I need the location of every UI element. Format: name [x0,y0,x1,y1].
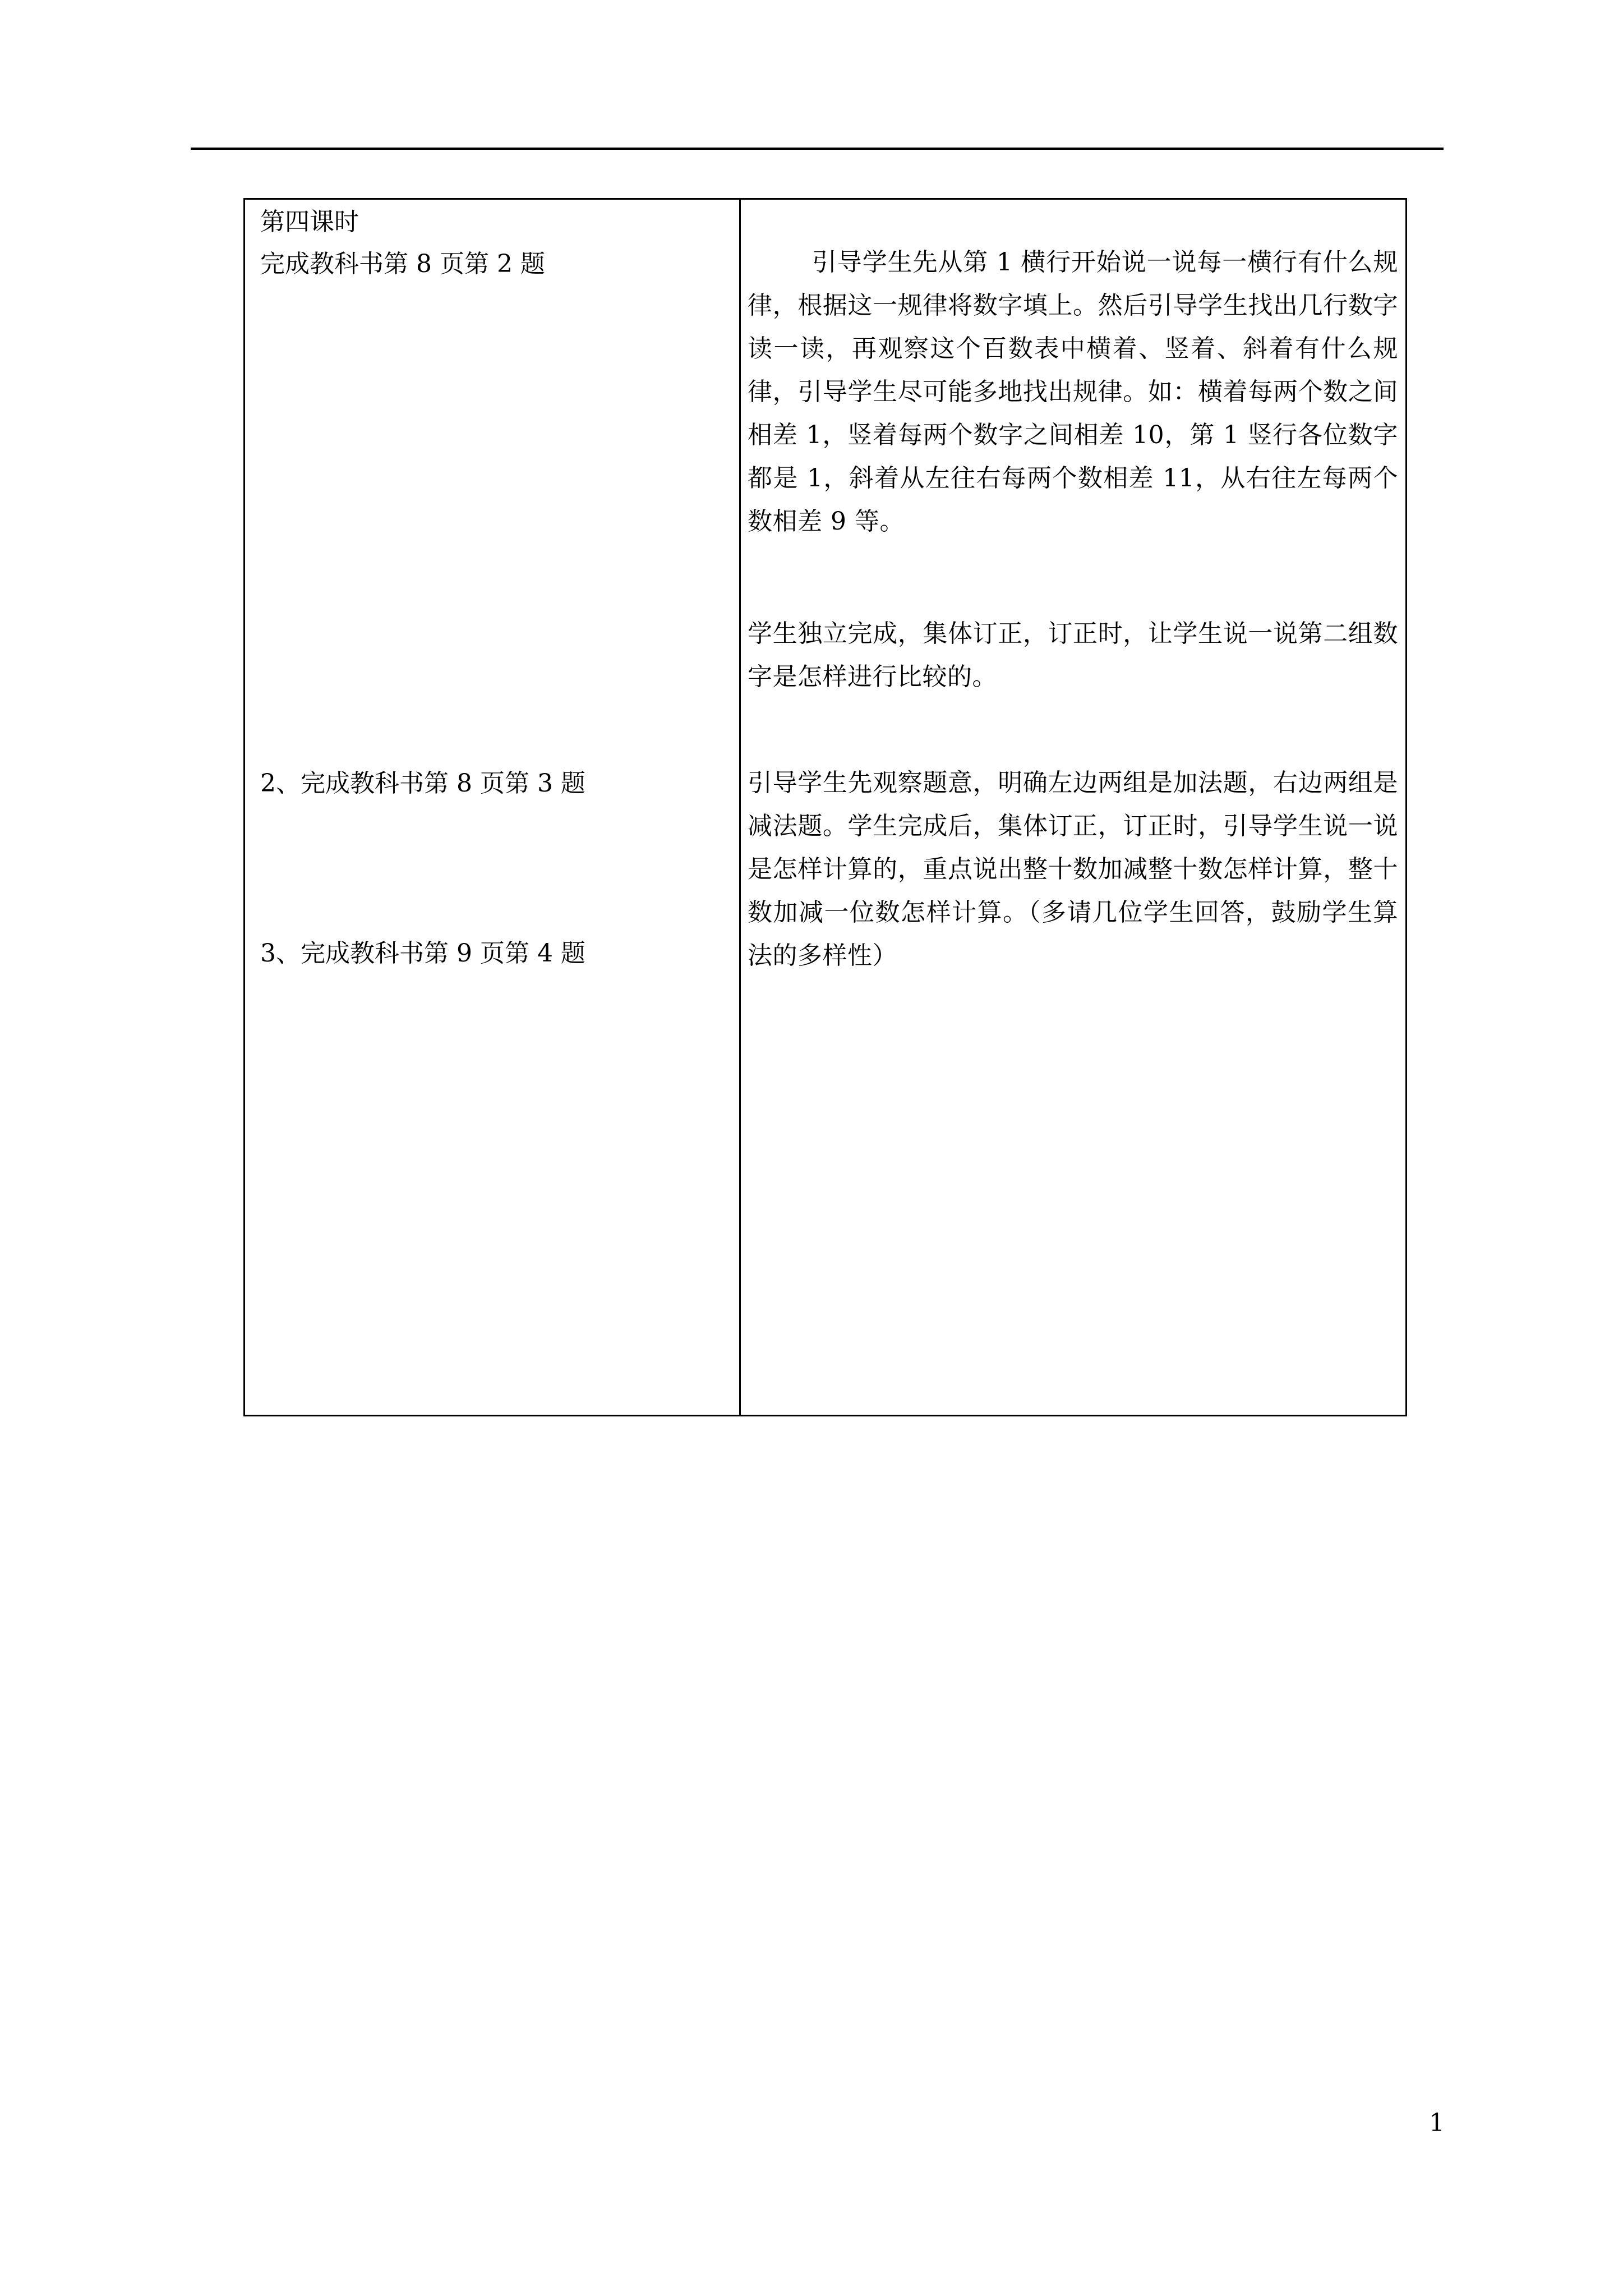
header-rule [191,148,1444,150]
exercise-item-2: 2、完成教科书第 8 页第 3 题 [260,769,585,798]
exercise-item-1: 完成教科书第 8 页第 2 题 [260,250,545,278]
guidance-paragraph-2: 学生独立完成，集体订正，订正时，让学生说一说第二组数字是怎样进行比较的。 [748,619,1398,691]
lesson-heading: 第四课时 [260,208,359,236]
guidance-paragraph-3: 引导学生先观察题意，明确左边两组是加法题，右边两组是减法题。学生完成后，集体订正，订正时，引导学生说一说是怎样计算的，重点说出整十数加减整十数怎样计算，整十数加减一位数怎样计算。（多请几位学生回答，鼓励学生算法的多样性） [748,769,1398,970]
column-divider [739,200,741,1415]
exercise-item-3: 3、完成教科书第 9 页第 4 题 [260,939,585,968]
guidance-paragraph-1: 引导学生先从第 1 横行开始说一说每一横行有什么规律，根据这一规律将数字填上。然后引导学生找出几行数字读一读，再观察这个百数表中横着、竖着、斜着有什么规律，引导学生尽可能多地找出规律。如：横着每两个数之间相差 1，竖着每两个数字之间相差 10，第 1 竖行各位数字都是 1，斜着从左往右每两个数相差 11，从右往左每两个数相差 9 等。 [748,248,1398,536]
lesson-plan-table [243,198,1407,1416]
page-number: 1 [1429,2109,1445,2137]
